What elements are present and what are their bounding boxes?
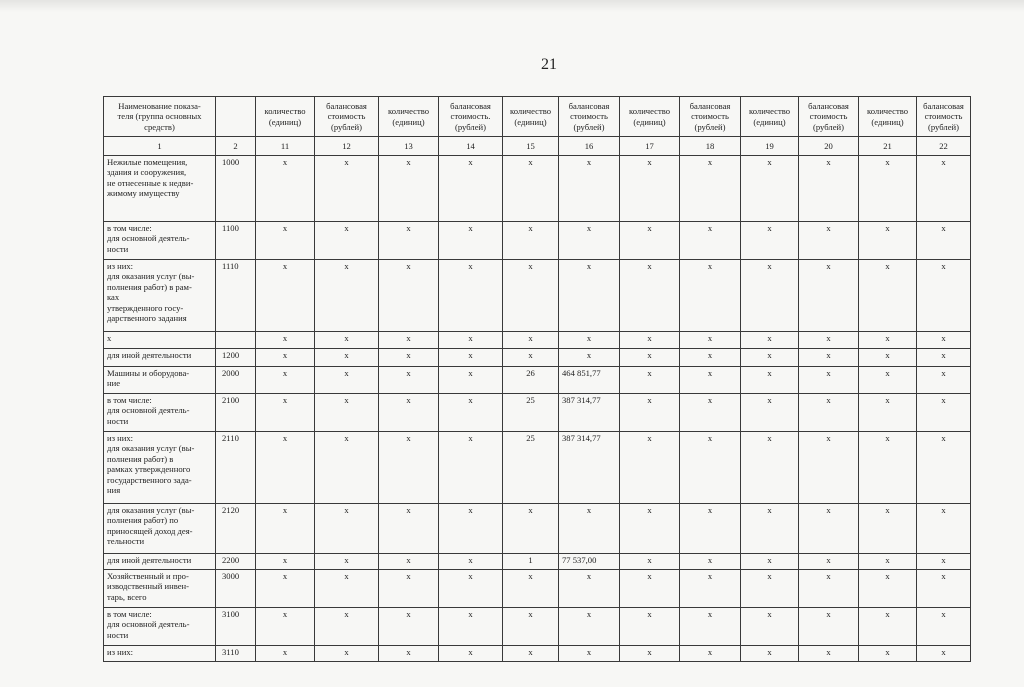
row-value: x — [256, 646, 315, 662]
row-value: x — [439, 367, 503, 394]
row-value: x — [859, 349, 917, 367]
row-value: x — [559, 349, 620, 367]
row-value: x — [256, 432, 315, 504]
row-value: x — [741, 570, 799, 608]
row-value: x — [256, 504, 315, 554]
row-value: x — [680, 646, 741, 662]
row-value: x — [379, 222, 439, 260]
row-value: x — [680, 367, 741, 394]
row-value: x — [680, 349, 741, 367]
column-header: количество (единиц) — [741, 97, 799, 137]
column-number: 20 — [799, 137, 859, 156]
row-value: x — [680, 394, 741, 432]
page-number: 21 — [541, 56, 557, 73]
row-code: 1100 — [216, 222, 256, 260]
row-value: x — [917, 554, 971, 570]
row-code: 2120 — [216, 504, 256, 554]
fixed-assets-table — [103, 96, 971, 662]
column-header: балансовая стоимость (рублей) — [680, 97, 741, 137]
header-row — [104, 97, 971, 137]
row-value: x — [799, 504, 859, 554]
row-value: x — [559, 504, 620, 554]
row-value: x — [439, 349, 503, 367]
row-value: x — [315, 332, 379, 349]
row-value: x — [620, 394, 680, 432]
row-value: x — [799, 260, 859, 332]
row-name: из них: для оказания услуг (вы- полнения работ) в рам- ках утвержденного госу- дарственного задания — [104, 260, 216, 332]
row-code: 2200 — [216, 554, 256, 570]
row-value: x — [439, 570, 503, 608]
row-value: x — [256, 367, 315, 394]
row-value: x — [799, 554, 859, 570]
row-value: x — [859, 608, 917, 646]
row-value: x — [741, 332, 799, 349]
row-value: x — [917, 222, 971, 260]
row-value: x — [917, 432, 971, 504]
row-value: x — [379, 554, 439, 570]
row-value: x — [620, 260, 680, 332]
row-value: x — [256, 394, 315, 432]
row-value: x — [379, 432, 439, 504]
column-number: 16 — [559, 137, 620, 156]
row-name: для иной деятельности — [104, 349, 216, 367]
column-header: балансовая стоимость (рублей) — [559, 97, 620, 137]
column-number-row — [104, 137, 971, 156]
row-value: x — [859, 394, 917, 432]
row-value: x — [741, 554, 799, 570]
column-header: балансовая стоимость. (рублей) — [439, 97, 503, 137]
column-number: 2 — [216, 137, 256, 156]
row-value: x — [559, 332, 620, 349]
row-value: x — [680, 156, 741, 222]
row-value: x — [439, 646, 503, 662]
row-value: x — [559, 222, 620, 260]
column-header: количество (единиц) — [503, 97, 559, 137]
row-code: 1000 — [216, 156, 256, 222]
row-value: x — [379, 646, 439, 662]
row-value: x — [741, 608, 799, 646]
row-name: Хозяйственный и про- изводственный инвен- тарь, всего — [104, 570, 216, 608]
row-value: x — [379, 332, 439, 349]
row-value: 25 — [503, 432, 559, 504]
row-value: x — [315, 554, 379, 570]
row-value: x — [503, 156, 559, 222]
row-value: x — [741, 260, 799, 332]
row-value: x — [859, 570, 917, 608]
row-value: x — [917, 570, 971, 608]
row-value: x — [559, 570, 620, 608]
row-value: 387 314,77 — [559, 432, 620, 504]
row-value: 464 851,77 — [559, 367, 620, 394]
row-value: x — [559, 608, 620, 646]
column-number: 12 — [315, 137, 379, 156]
row-value: x — [503, 504, 559, 554]
row-value: x — [741, 432, 799, 504]
row-value: x — [503, 570, 559, 608]
row-value: x — [620, 608, 680, 646]
row-value: x — [379, 608, 439, 646]
column-header: количество (единиц) — [859, 97, 917, 137]
row-value: x — [859, 260, 917, 332]
row-value: 77 537,00 — [559, 554, 620, 570]
table-row — [104, 156, 971, 222]
column-number: 21 — [859, 137, 917, 156]
row-value: x — [680, 432, 741, 504]
row-value: x — [917, 260, 971, 332]
column-number: 17 — [620, 137, 680, 156]
row-value: x — [256, 349, 315, 367]
table-row — [104, 504, 971, 554]
row-value: x — [503, 349, 559, 367]
row-value: x — [680, 222, 741, 260]
row-value: x — [859, 554, 917, 570]
table-row — [104, 222, 971, 260]
table-row — [104, 394, 971, 432]
row-value: x — [315, 646, 379, 662]
table-row — [104, 608, 971, 646]
column-number: 18 — [680, 137, 741, 156]
row-value: x — [256, 570, 315, 608]
row-name: для иной деятельности — [104, 554, 216, 570]
row-value: x — [620, 504, 680, 554]
row-value: x — [439, 260, 503, 332]
row-code: 1110 — [216, 260, 256, 332]
column-number: 13 — [379, 137, 439, 156]
row-value: x — [859, 432, 917, 504]
row-name: Нежилые помещения, здания и сооружения, не отнесенные к недви- жимому имуществу — [104, 156, 216, 222]
row-code: 2100 — [216, 394, 256, 432]
row-value: x — [256, 608, 315, 646]
row-value: x — [799, 222, 859, 260]
row-value: x — [859, 156, 917, 222]
column-number: 22 — [917, 137, 971, 156]
row-value: x — [379, 367, 439, 394]
row-value: x — [680, 554, 741, 570]
row-value: x — [799, 349, 859, 367]
row-value: x — [315, 608, 379, 646]
row-value: x — [859, 504, 917, 554]
row-code: 2000 — [216, 367, 256, 394]
row-code: 3000 — [216, 570, 256, 608]
column-number: 19 — [741, 137, 799, 156]
row-value: x — [799, 608, 859, 646]
row-name: из них: для оказания услуг (вы- полнения работ) в рамках утвержденного государственного зада- ния — [104, 432, 216, 504]
row-code: 1200 — [216, 349, 256, 367]
row-value: x — [917, 349, 971, 367]
table-row — [104, 349, 971, 367]
row-name: Машины и оборудова- ние — [104, 367, 216, 394]
row-value: x — [315, 394, 379, 432]
column-number: 1 — [104, 137, 216, 156]
row-code: 3100 — [216, 608, 256, 646]
row-value: x — [620, 432, 680, 504]
row-value: x — [620, 554, 680, 570]
row-value: x — [859, 332, 917, 349]
table-row — [104, 554, 971, 570]
row-value: x — [859, 367, 917, 394]
row-value: x — [256, 554, 315, 570]
row-value: x — [859, 222, 917, 260]
scan-top-edge — [0, 0, 1024, 12]
row-value: x — [741, 349, 799, 367]
row-value: x — [379, 156, 439, 222]
row-value: x — [439, 504, 503, 554]
row-value: x — [917, 367, 971, 394]
row-value: x — [315, 349, 379, 367]
row-value: x — [680, 260, 741, 332]
row-value: x — [315, 260, 379, 332]
row-value: x — [680, 504, 741, 554]
row-value: x — [503, 260, 559, 332]
row-value: x — [439, 554, 503, 570]
table-row — [104, 570, 971, 608]
row-value: x — [620, 646, 680, 662]
column-number: 11 — [256, 137, 315, 156]
row-code: 3110 — [216, 646, 256, 662]
row-value: 25 — [503, 394, 559, 432]
row-value: x — [741, 394, 799, 432]
row-value: x — [620, 332, 680, 349]
row-value: x — [917, 646, 971, 662]
row-value: x — [379, 570, 439, 608]
row-name: в том числе: для основной деятель- ности — [104, 608, 216, 646]
row-value: x — [559, 646, 620, 662]
row-value: x — [741, 367, 799, 394]
row-name: в том числе: для основной деятель- ности — [104, 222, 216, 260]
row-name: для оказания услуг (вы- полнения работ) по приносящей доход дея- тельности — [104, 504, 216, 554]
row-value: x — [379, 394, 439, 432]
column-header: количество (единиц) — [620, 97, 680, 137]
row-name: из них: — [104, 646, 216, 662]
row-value: x — [799, 156, 859, 222]
row-value: x — [503, 646, 559, 662]
row-value: x — [256, 222, 315, 260]
row-value: x — [439, 222, 503, 260]
column-number: 15 — [503, 137, 559, 156]
row-value: x — [799, 394, 859, 432]
table-row — [104, 367, 971, 394]
column-header: балансовая стоимость (рублей) — [799, 97, 859, 137]
row-value: x — [799, 646, 859, 662]
row-value: x — [315, 432, 379, 504]
row-value: x — [256, 156, 315, 222]
row-value: x — [315, 570, 379, 608]
row-value: x — [917, 394, 971, 432]
row-value: x — [620, 222, 680, 260]
row-value: x — [256, 260, 315, 332]
row-code: 2110 — [216, 432, 256, 504]
row-value: x — [917, 156, 971, 222]
row-value: x — [503, 332, 559, 349]
row-value: x — [439, 432, 503, 504]
row-value: x — [741, 504, 799, 554]
row-value: x — [799, 367, 859, 394]
table-row — [104, 332, 971, 349]
row-value: x — [620, 367, 680, 394]
column-header: балансовая стоимость (рублей) — [917, 97, 971, 137]
column-header: количество (единиц) — [256, 97, 315, 137]
row-value: x — [379, 260, 439, 332]
table-row — [104, 260, 971, 332]
row-value: x — [741, 222, 799, 260]
row-value: x — [859, 646, 917, 662]
row-value: x — [503, 608, 559, 646]
row-value: x — [917, 332, 971, 349]
column-header: количество (единиц) — [379, 97, 439, 137]
row-value: x — [559, 156, 620, 222]
row-value: x — [379, 349, 439, 367]
row-value: x — [379, 504, 439, 554]
table-row — [104, 646, 971, 662]
row-value: x — [439, 156, 503, 222]
row-value: x — [799, 332, 859, 349]
row-value: x — [315, 504, 379, 554]
table-row — [104, 432, 971, 504]
row-value: x — [680, 332, 741, 349]
column-header: Наименование показа- теля (группа основных средств) — [104, 97, 216, 137]
row-value: x — [620, 349, 680, 367]
row-value: 387 314,77 — [559, 394, 620, 432]
row-value: x — [799, 570, 859, 608]
row-value: x — [917, 504, 971, 554]
column-number: 14 — [439, 137, 503, 156]
row-value: 26 — [503, 367, 559, 394]
row-value: x — [315, 156, 379, 222]
row-value: x — [439, 608, 503, 646]
row-value: x — [439, 332, 503, 349]
column-header: балансовая стоимость (рублей) — [315, 97, 379, 137]
row-value: x — [799, 432, 859, 504]
column-header — [216, 97, 256, 137]
row-value: x — [620, 570, 680, 608]
row-value: 1 — [503, 554, 559, 570]
row-value: x — [620, 156, 680, 222]
row-value: x — [439, 394, 503, 432]
row-value: x — [503, 222, 559, 260]
row-value: x — [315, 367, 379, 394]
row-value: x — [741, 156, 799, 222]
row-name: в том числе: для основной деятель- ности — [104, 394, 216, 432]
row-value: x — [741, 646, 799, 662]
row-value: x — [680, 608, 741, 646]
row-value: x — [680, 570, 741, 608]
row-value: x — [917, 608, 971, 646]
row-name: x — [104, 332, 216, 349]
row-code — [216, 332, 256, 349]
row-value: x — [256, 332, 315, 349]
row-value: x — [315, 222, 379, 260]
row-value: x — [559, 260, 620, 332]
